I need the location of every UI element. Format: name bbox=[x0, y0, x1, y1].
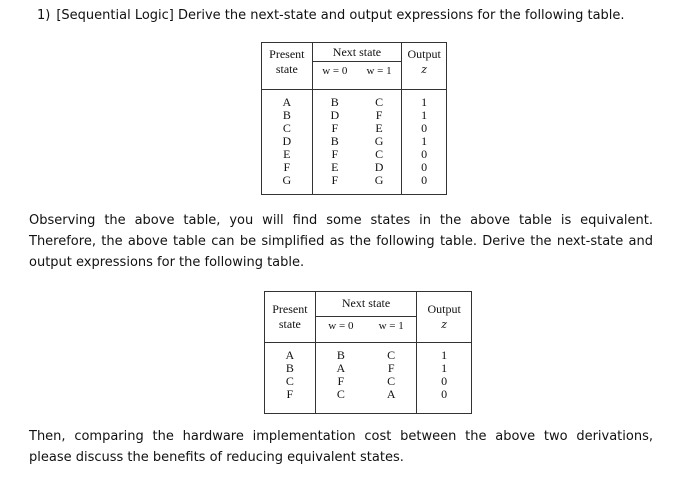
present-state-cell: G bbox=[282, 173, 292, 187]
z-label: z bbox=[441, 318, 448, 331]
next-state-w0-cell: B bbox=[330, 95, 339, 109]
output-label: Output bbox=[427, 302, 461, 316]
output-cell: 0 bbox=[421, 121, 428, 135]
state-label: state bbox=[275, 62, 298, 76]
question-text: [Sequential Logic] Derive the next-state and output expressions for the following table. bbox=[56, 8, 625, 23]
state-table-reduced bbox=[264, 291, 472, 414]
output-cell: 1 bbox=[421, 95, 428, 109]
output-label: Output bbox=[407, 47, 441, 61]
present-state-cell: C bbox=[282, 121, 291, 135]
z-label: z bbox=[421, 63, 427, 76]
next-state-w1-column bbox=[375, 96, 384, 187]
present-state-cell: F bbox=[283, 160, 291, 174]
output-column bbox=[402, 90, 446, 187]
next-state-w1-cell: E bbox=[375, 121, 383, 135]
next-state-w1-cell: C bbox=[387, 348, 396, 362]
question-title bbox=[37, 8, 625, 23]
present-state-cell: D bbox=[282, 134, 292, 148]
w0-label: w = 0 bbox=[322, 65, 348, 77]
next-state-w1-cell: C bbox=[375, 147, 384, 161]
output-cell: 0 bbox=[421, 147, 428, 161]
present-state-cell: A bbox=[282, 95, 292, 109]
output-cell: 0 bbox=[441, 374, 448, 388]
present-state-cell: C bbox=[285, 374, 294, 388]
next-state-w0-cell: E bbox=[331, 160, 339, 174]
w0-label: w = 0 bbox=[328, 320, 354, 332]
present-state-column bbox=[265, 343, 315, 401]
next-state-w0-cell: F bbox=[337, 374, 345, 388]
present-state-cell: E bbox=[283, 147, 291, 161]
next-state-w1-cell: C bbox=[387, 374, 396, 388]
present-state-cell: F bbox=[286, 387, 294, 401]
output-header bbox=[402, 43, 447, 90]
next-state-w1-cell: A bbox=[386, 387, 396, 401]
output-cell: 0 bbox=[421, 173, 428, 187]
output-cell: 1 bbox=[441, 348, 448, 362]
output-cell: 1 bbox=[421, 134, 428, 148]
next-state-w1-cell: C bbox=[375, 95, 384, 109]
next-state-w1-column bbox=[387, 349, 396, 401]
output-cell: 1 bbox=[421, 108, 428, 122]
present-state-column bbox=[262, 90, 312, 187]
present-state-header bbox=[265, 292, 316, 343]
present-state-header bbox=[262, 43, 313, 90]
output-header bbox=[417, 292, 472, 343]
next-state-w0-cell: F bbox=[331, 121, 339, 135]
next-state-w0-column bbox=[330, 96, 339, 187]
next-state-header bbox=[312, 43, 402, 90]
present-state-cell: B bbox=[285, 361, 294, 375]
present-state-cell: A bbox=[285, 348, 295, 362]
next-state-label: Next state bbox=[313, 43, 402, 62]
output-cell: 0 bbox=[441, 387, 448, 401]
output-cell: 0 bbox=[421, 160, 428, 174]
next-state-w0-cell: C bbox=[336, 387, 345, 401]
next-state-w0-column bbox=[337, 349, 346, 401]
present-state-cell: B bbox=[282, 108, 291, 122]
output-cell: 1 bbox=[441, 361, 448, 375]
w1-label: w = 1 bbox=[378, 320, 404, 332]
next-state-w1-cell: G bbox=[374, 173, 384, 187]
question-number: 1) bbox=[37, 8, 51, 23]
state-table-original bbox=[261, 42, 447, 195]
next-state-w1-cell: F bbox=[387, 361, 395, 375]
state-label: state bbox=[278, 317, 301, 331]
present-label: Present bbox=[272, 302, 308, 316]
next-state-w1-cell: G bbox=[374, 134, 384, 148]
next-state-w0-cell: F bbox=[331, 147, 339, 161]
w1-label: w = 1 bbox=[366, 65, 392, 77]
next-state-w0-cell: F bbox=[331, 173, 339, 187]
next-state-header bbox=[315, 292, 417, 343]
output-column bbox=[417, 343, 471, 401]
next-state-w1-cell: F bbox=[375, 108, 383, 122]
present-label: Present bbox=[269, 47, 305, 61]
next-state-label: Next state bbox=[341, 296, 391, 310]
next-state-w0-cell: B bbox=[330, 134, 339, 148]
next-state-w1-cell: D bbox=[374, 160, 384, 174]
next-state-w0-cell: D bbox=[330, 108, 340, 122]
paragraph-discussion: Then, comparing the hardware implementation cost between the above two derivations, please discuss the benefits of reducing equivalent states. bbox=[29, 429, 653, 465]
paragraph-equivalence: Observing the above table, you will find some states in the above table is equivalent. Therefore, the above table can be simplified as the following table. Derive the next-state and output expressions for the following table. bbox=[29, 213, 653, 270]
next-state-w0-cell: B bbox=[336, 348, 345, 362]
next-state-w0-cell: A bbox=[336, 361, 346, 375]
